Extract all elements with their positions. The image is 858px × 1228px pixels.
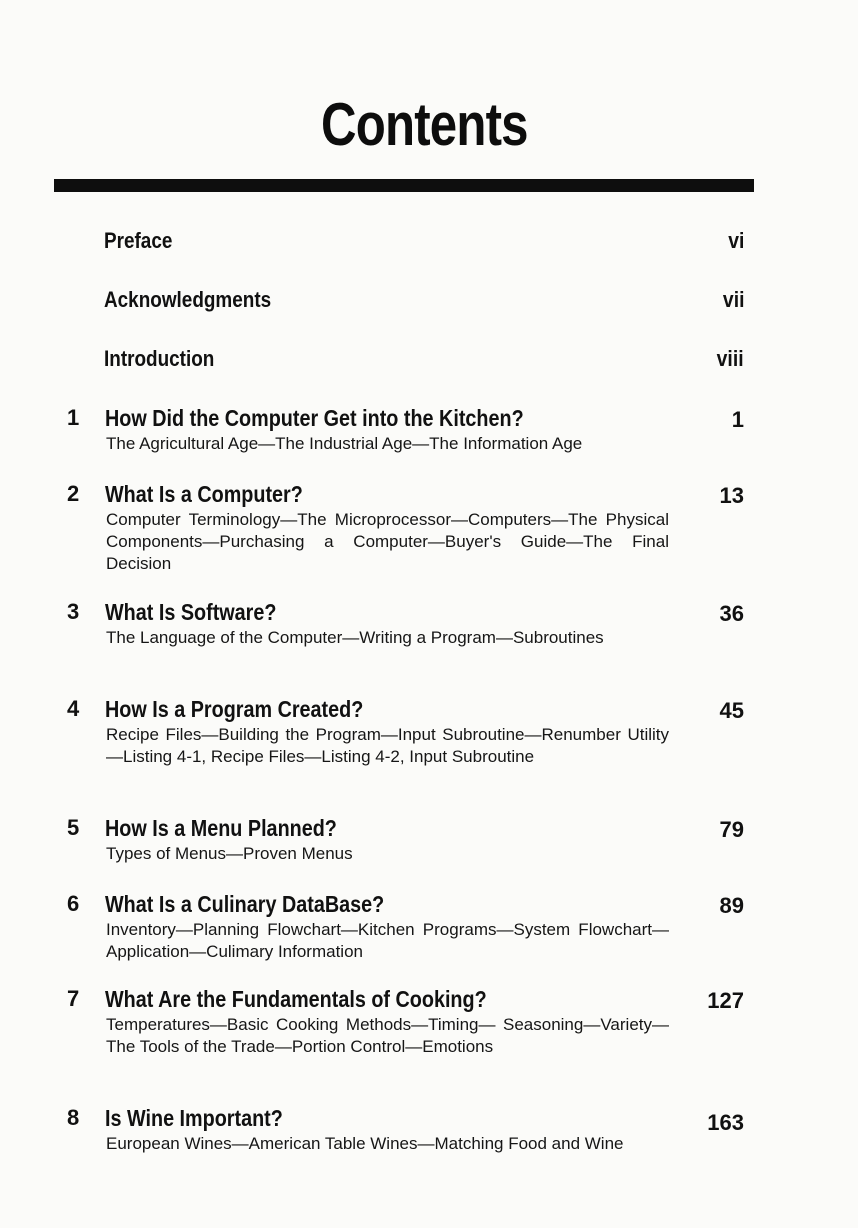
chapter-number: 5 [67,815,80,840]
chapter-topics: Recipe Files—Building the Program—Input Subroutine—Renumber Utility—Listing 4-1, Recipe Files—Listing 4-2, Input Subroutine [106,725,669,766]
chapter-page: 36 [719,601,744,626]
chapter-title: Is Wine Important? [105,1105,283,1131]
chapter-page: 13 [719,483,744,508]
chapter-topics: Temperatures—Basic Cooking Methods—Timing— Seasoning—Variety—The Tools of the Trade—Portion Control—Emotions [106,1015,669,1056]
chapter-page: 79 [719,817,744,842]
chapter-number: 1 [67,405,80,430]
chapter-topics: Types of Menus—Proven Menus [106,844,353,863]
chapter-title: What Is a Computer? [105,481,303,507]
front-matter-label: Preface [104,228,173,253]
chapter-page: 45 [719,698,744,723]
chapter-title: How Is a Program Created? [105,696,364,722]
chapter-topics: Computer Terminology—The Microprocessor—Computers—The Physical Components—Purchasing a Computer—Buyer's Guide—The Final Decision [106,510,669,573]
page-title: Contents [321,91,528,158]
chapter-page: 1 [731,407,744,432]
front-matter-page: vii [722,287,744,312]
chapter-title: How Did the Computer Get into the Kitchen? [105,405,524,431]
chapter-topics: The Language of the Computer—Writing a Program—Subroutines [106,628,604,647]
front-matter-label: Introduction [104,346,215,371]
front-matter-label: Acknowledgments [104,287,272,312]
chapter-page: 127 [707,988,744,1013]
chapter-number: 8 [67,1105,80,1130]
front-matter-page: vi [727,228,744,253]
chapter-page: 89 [719,893,744,918]
chapter-title: What Are the Fundamentals of Cooking? [105,986,487,1012]
chapter-topics: The Agricultural Age—The Industrial Age—The Information Age [106,434,583,453]
chapter-topics: Inventory—Planning Flowchart—Kitchen Programs—System Flowchart—Application—Culimary Information [106,920,669,961]
front-matter-page: viii [717,346,744,371]
chapter-title: What Is Software? [105,599,277,625]
chapter-number: 7 [67,986,80,1011]
chapter-page: 163 [707,1110,744,1135]
chapter-number: 2 [67,481,80,506]
chapter-topics: European Wines—American Table Wines—Matching Food and Wine [106,1134,624,1153]
title-rule [54,179,754,192]
chapter-number: 3 [67,599,80,624]
chapter-number: 4 [67,696,80,721]
chapter-title: How Is a Menu Planned? [105,815,337,841]
chapter-number: 6 [67,891,80,916]
chapter-title: What Is a Culinary DataBase? [105,891,385,917]
